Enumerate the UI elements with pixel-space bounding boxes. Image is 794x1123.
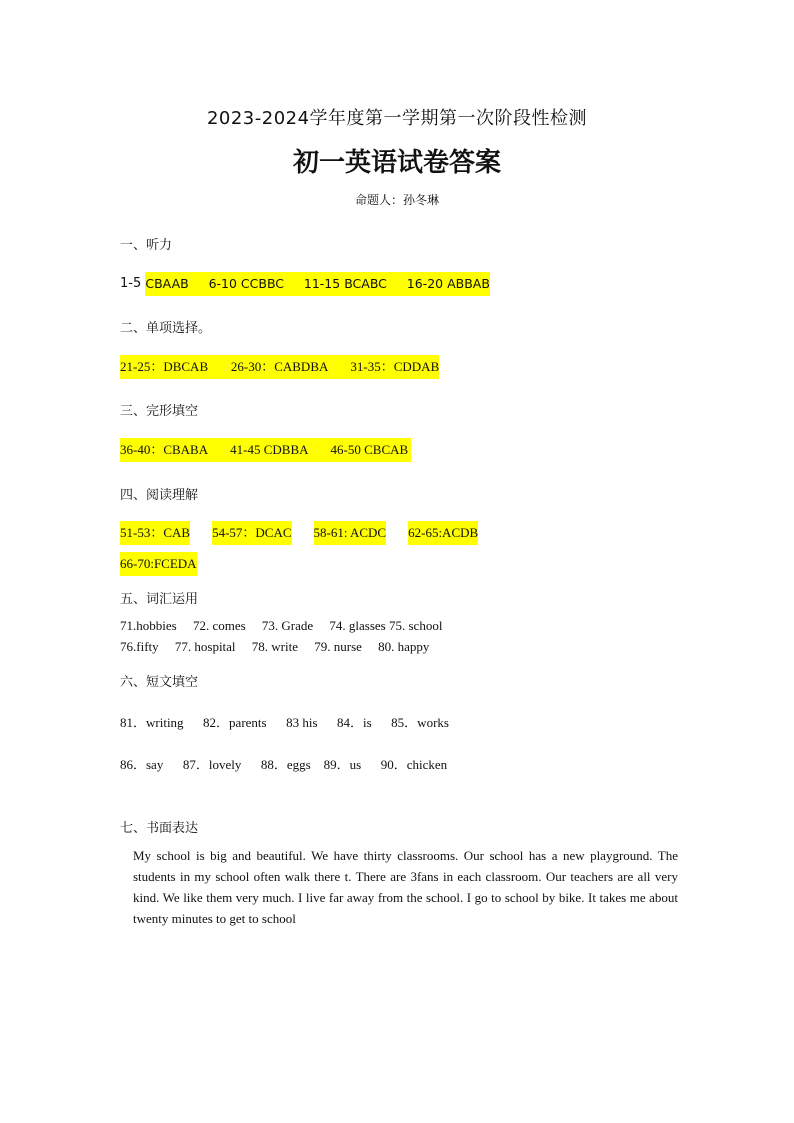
section-heading-passage-fill: 六、短文填空	[120, 675, 199, 690]
cloze-answers: 36-40：CBABA 41-45 CDBBA 46-50 CBCAB	[120, 438, 411, 462]
passage-fill-answers-line-2: 86．say 87．lovely 88．eggs 89．us 90．chicken	[120, 757, 448, 772]
section-heading-writing: 七、书面表达	[120, 821, 199, 836]
reading-answer-group: 62-65:ACDB	[408, 521, 478, 545]
cloze-answers-row	[120, 438, 411, 462]
vocabulary-answers-line-1: 71.hobbies 72. comes 73. Grade 74. glasses 75. school	[120, 618, 443, 633]
single-choice-answers: 21-25：DBCAB 26-30：CABDBA 31-35：CDDAB	[120, 355, 439, 379]
author-line: 命题人：孙冬琳	[354, 193, 439, 207]
section-heading-cloze: 三、完形填空	[120, 404, 199, 419]
reading-answers-row-2	[120, 552, 197, 576]
single-choice-answers-row	[120, 355, 439, 379]
sample-essay: My school is big and beautiful. We have thirty classrooms. Our school has a new playground. The students in my school often walk there t. There are 3fans in each classroom. Our teachers are all very kind. We like them very much. I live far away from the school. I go to school by bike. It takes me about twenty minutes to get to school	[133, 848, 678, 926]
reading-answer-group: 66-70:FCEDA	[120, 552, 197, 576]
listening-prefix: 1-5	[120, 276, 146, 291]
section-heading-single-choice: 二、单项选择。	[120, 321, 212, 336]
listening-answers: CBAAB 6-10 CCBBC 11-15 BCABC 16-20 ABBAB	[145, 272, 490, 296]
reading-answer-group: 54-57：DCAC	[212, 521, 291, 545]
passage-fill-answers-line-1: 81．writing 82．parents 83 his 84．is 85．works	[120, 715, 449, 730]
vocabulary-answers-line-2: 76.fifty 77. hospital 78. write 79. nurse 80. happy	[120, 639, 430, 654]
section-heading-reading: 四、阅读理解	[120, 488, 199, 503]
reading-answer-group: 51-53：CAB	[120, 521, 190, 545]
page-title: 初一英语试卷答案	[292, 148, 501, 178]
reading-answer-group: 58-61: ACDC	[314, 521, 387, 545]
section-heading-vocabulary: 五、词汇运用	[120, 592, 199, 607]
section-heading-listening: 一、听力	[120, 238, 173, 253]
reading-answers-row-1	[120, 521, 478, 545]
listening-answers-row	[120, 272, 490, 296]
exam-subtitle: 2023-2024学年度第一学期第一次阶段性检测	[206, 108, 588, 129]
